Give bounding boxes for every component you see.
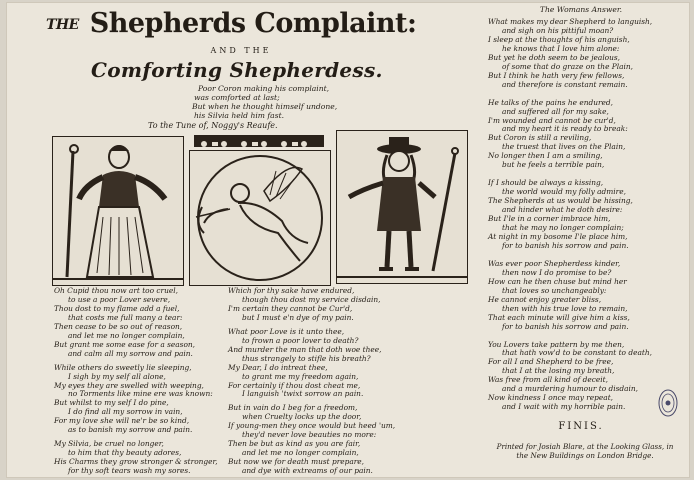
verse-line: and a murdering humour to disdain, — [502, 384, 639, 394]
verse-line: that costs me full many a tear: — [68, 312, 183, 322]
ballad-title — [46, 8, 446, 39]
verse-line: And murder the man that doth woe thee, — [228, 344, 382, 354]
woodcut-shepherdess — [52, 136, 184, 286]
verse-line: and therefore is constant remain. — [502, 79, 628, 89]
verse-line: for thy soft tears wash my sores. — [68, 466, 191, 476]
broadside-sheet — [6, 2, 690, 478]
ballad-subtitle: Comforting Shepherdess. — [91, 58, 383, 82]
ornament-band — [194, 135, 324, 147]
verse-line: Was free from all kind of deceit, — [488, 375, 608, 385]
verse-line: For all I and Shepherd to be free, — [488, 357, 614, 367]
woodcut-cupid — [189, 150, 331, 286]
verse-line: What makes my dear Shepherd to languish, — [488, 17, 653, 26]
finis: FINIS. — [558, 421, 604, 432]
verse-column-middle — [228, 287, 468, 476]
verse-line: the world would my folly admire, — [502, 187, 626, 197]
verse-line: But I'le in a corner imbrace him, — [488, 214, 611, 224]
answer-heading: The Womans Answer. — [539, 5, 623, 14]
verse-line: to grant me my freedom again, — [242, 371, 359, 381]
verse-line: Was ever poor Shepherdess kinder, — [488, 258, 621, 268]
verse-line: and dye with extreams of our pain. — [242, 466, 373, 476]
verse-column-right — [488, 18, 688, 412]
verse-line: But now we for death must prepare, — [228, 457, 365, 467]
verse-line: That each minute will give him a kiss, — [488, 312, 630, 322]
verse-line: of some that do graze on the Plain, — [502, 61, 634, 71]
verse-line: I sigh by my self all alone, — [68, 371, 166, 381]
verse-line: thus strangely to stifle his breath? — [242, 353, 371, 363]
verse-line: and my heart it is ready to break: — [502, 124, 628, 134]
verse-line: for to banish his sorrow and pain. — [502, 321, 629, 331]
verse-line: I languish 'twixt sorrow an pain. — [242, 389, 364, 399]
verse-line: His Charms they grow stronger & stronger, — [54, 457, 218, 467]
verse-line: He cannot enjoy greater bliss, — [488, 294, 602, 304]
verse-line: Then be but as kind as you are fair, — [228, 439, 361, 449]
intro-line: was comforted at last; — [194, 93, 280, 102]
verse-line: I do find all my sorrow in vain, — [68, 407, 183, 417]
right-panel — [478, 2, 690, 478]
verse-line: My eyes they are swelled with weeping, — [54, 380, 204, 390]
verse-line: But Coron is still a reviling, — [488, 133, 592, 143]
verse-line: but he feels a terrible pain, — [502, 160, 605, 170]
verse-line: But yet he doth seem to be jealous, — [488, 52, 621, 62]
verse-line: He talks of the pains he endured, — [488, 97, 614, 107]
verse-line: Thou dost to my flame add a fuel, — [54, 303, 180, 313]
imprint-line: Printed for Josiah Blare, at the Looking Glass, in — [496, 442, 674, 451]
verse-line: For my love she will ne'r be so kind, — [54, 416, 190, 426]
verse-line: to frown a poor lover to death? — [242, 335, 359, 345]
verse-column-left — [54, 287, 219, 476]
verse-line: that hath vow'd to be constant to death, — [502, 348, 652, 358]
library-stamp — [658, 389, 678, 417]
verse-line: that loves so unchangeably: — [502, 285, 607, 295]
imprint-line: the New Buildings on London Bridge. — [516, 451, 654, 460]
verse-line: and calm all my sorrow and pain. — [68, 348, 193, 358]
verse-line: But in vain do I beg for a freedom, — [228, 403, 358, 413]
verse-line: You Lovers take pattern by me then, — [488, 339, 625, 349]
tune-line: To the Tune of, Noggy's Reaufe. — [148, 121, 278, 130]
woodcut-shepherd — [336, 130, 468, 284]
intro-line: But when he thought himself undone, — [192, 102, 338, 111]
verse-line: to him that thy beauty adores, — [68, 448, 182, 458]
verse-line: though thou dost my service disdain, — [242, 294, 381, 304]
and-the-line: AND THE — [210, 46, 272, 55]
verse-line: that he may no longer complain; — [502, 223, 624, 233]
verse-line: But grant me some ease for a season, — [54, 339, 196, 349]
verse-line: then now I do promise to be? — [502, 267, 612, 277]
verse-line: for to banish his sorrow and pain. — [502, 240, 629, 250]
imprint — [482, 442, 688, 460]
verse-line: I'm wounded and cannot be cur'd, — [488, 115, 616, 125]
intro-line: his Silvia held him fast. — [194, 111, 285, 120]
verse-line: But I think he hath very few fellows, — [488, 70, 625, 80]
verse-line: Which for thy sake have endured, — [228, 286, 355, 295]
verse-line: that I at the losing my breath, — [502, 366, 615, 376]
verse-line: If I should be always a kissing, — [488, 178, 604, 188]
verse-line: but I must e'n dye of my pain. — [242, 312, 354, 322]
verse-line: no Torments like mine ere was known: — [68, 389, 213, 399]
verse-line: the truest that lives on the Plain, — [502, 142, 626, 152]
verse-line: when Cruelty locks up the door, — [242, 412, 362, 422]
verse-line: If young-men they once would but heed 'um, — [228, 421, 396, 431]
verse-line: While others do sweetly lie sleeping, — [54, 362, 192, 372]
verse-line: and suffered all for my sake, — [502, 106, 609, 116]
verse-line: My Dear, I do intreat thee, — [228, 362, 328, 372]
verse-line: and let me no longer complain, — [68, 330, 185, 340]
verse-line: At night in my bosome I'le place him, — [488, 231, 628, 241]
verse-line: But whilst to my self I do pine, — [54, 398, 169, 408]
verse-line: he knows that I love him alone: — [502, 43, 620, 53]
intro-argument — [156, 84, 376, 120]
verse-line: My Silvia, be cruel no longer, — [54, 439, 164, 449]
verse-line: and hinder what he doth desire: — [502, 205, 623, 215]
verse-line: The Shepherds at us would be hissing, — [488, 196, 633, 206]
title-text: Shepherds Complaint: — [89, 8, 417, 39]
verse-line: I'm certain they cannot be Cur'd, — [228, 303, 353, 313]
verse-line: they'd never love beauties no more: — [242, 430, 377, 440]
verse-line: Now kindness I once may repeat, — [488, 393, 614, 403]
verse-line: What poor Love is it unto thee, — [228, 326, 345, 336]
verse-line: then with his true love to remain, — [502, 303, 628, 313]
verse-line: Oh Cupid thou now art too cruel, — [54, 286, 178, 295]
verse-line: to use a poor Lover severe, — [68, 294, 171, 304]
verse-line: I sleep at the thoughts of his anguish, — [488, 34, 630, 44]
verse-line: Then cease to be so out of reason, — [54, 321, 183, 331]
title-prefix: THE — [46, 16, 79, 33]
verse-line: How can he then chuse but mind her — [488, 276, 627, 286]
verse-line: No longer then I am a smiling, — [488, 151, 603, 161]
verse-line: For certainly if thou dost cheat me, — [228, 380, 361, 390]
left-panel — [6, 2, 476, 478]
intro-line: Poor Coron making his complaint, — [198, 84, 330, 93]
verse-line: and I wait with my horrible pain. — [502, 402, 626, 412]
verse-line: and sigh on his pittiful moan? — [502, 25, 614, 35]
verse-line: and let me no longer complain, — [242, 448, 359, 458]
verse-line: as to banish my sorrow and pain. — [68, 425, 193, 435]
